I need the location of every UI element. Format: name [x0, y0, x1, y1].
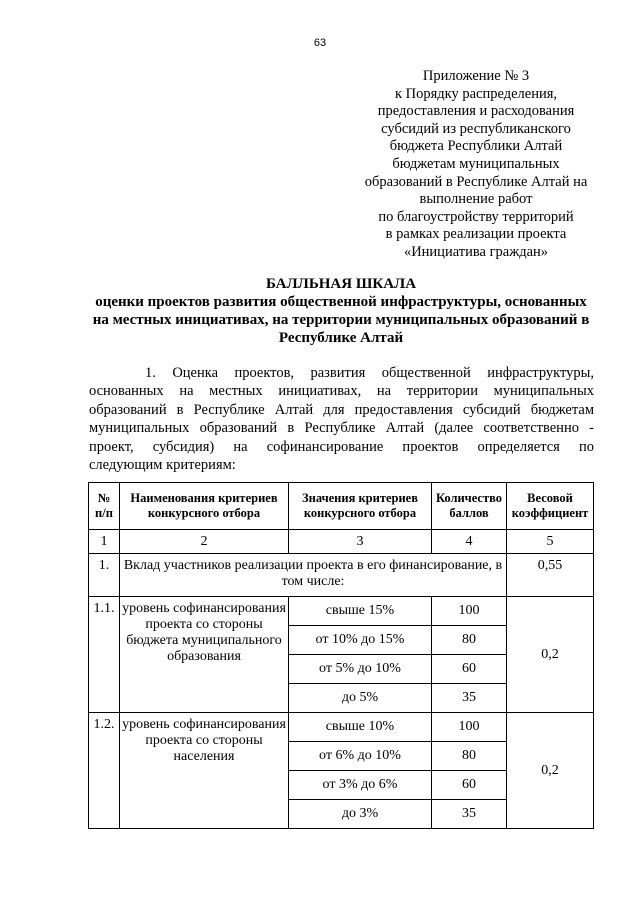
appendix-line: бюджетам муниципальных: [392, 155, 560, 172]
appendix-line: предоставления и расходования: [377, 103, 575, 120]
title-line: БАЛЛЬНАЯ ШКАЛА: [265, 276, 417, 292]
section-num: 1.: [89, 554, 120, 597]
criterion-points: 35: [432, 800, 507, 829]
title-line: на местных инициативах, на территории муниципальных образований в: [92, 312, 590, 328]
column-number: 3: [289, 530, 432, 554]
title-line: Республике Алтай: [278, 330, 404, 346]
criterion-points: 100: [432, 597, 507, 626]
column-number: 4: [432, 530, 507, 554]
criterion-num: 1.2.: [89, 713, 120, 829]
criterion-name: уровень софинансирования проекта со стороны бюджета муниципального образования: [120, 597, 289, 713]
criterion-value: от 6% до 10%: [289, 742, 432, 771]
appendix-line: Приложение № 3: [422, 68, 530, 84]
appendix-line: «Инициатива граждан»: [403, 243, 549, 260]
section-text: Вклад участников реализации проекта в его финансирование, в том числе:: [120, 554, 507, 597]
criterion-value: от 10% до 15%: [289, 626, 432, 655]
header-num: № п/п: [89, 483, 120, 530]
criterion-points: 100: [432, 713, 507, 742]
criterion-weight: 0,2: [507, 713, 594, 829]
paragraph-line: образований в Республике Алтай для предоставления субсидий бюджетам: [89, 401, 594, 418]
appendix-line: к Порядку распределения,: [394, 85, 558, 102]
criterion-value: свыше 15%: [289, 597, 432, 626]
appendix-line: в рамках реализации проекта: [385, 226, 567, 243]
paragraph-line: муниципальных образований в Республике Алтай (далее соответственно -: [89, 420, 594, 437]
table-row: [89, 713, 594, 742]
criterion-weight: 0,2: [507, 597, 594, 713]
page-number: 63: [313, 37, 327, 49]
document-title: [80, 275, 602, 347]
criterion-points: 80: [432, 742, 507, 771]
column-number: 1: [89, 530, 120, 554]
criterion-points: 60: [432, 655, 507, 684]
appendix-header: [350, 68, 602, 262]
criterion-value: до 5%: [289, 684, 432, 713]
header-name: Наименования критериев конкурсного отбора: [120, 483, 289, 530]
paragraph-line: основанных на местных инициативах, на территории муниципальных: [89, 383, 594, 400]
appendix-line: бюджета Республики Алтай: [389, 138, 563, 155]
criterion-value: свыше 10%: [289, 713, 432, 742]
header-points: Количество баллов: [432, 483, 507, 530]
intro-paragraph: [89, 364, 594, 474]
header-value: Значения критериев конкурсного отбора: [289, 483, 432, 530]
criterion-name: уровень софинансирования проекта со стороны населения: [120, 713, 289, 829]
appendix-line: образований в Республике Алтай на: [364, 173, 588, 190]
paragraph-line: 1. Оценка проектов, развития общественной инфраструктуры,: [145, 365, 594, 381]
criterion-points: 80: [432, 626, 507, 655]
table-numbering-row: [89, 530, 594, 554]
criterion-points: 35: [432, 684, 507, 713]
table-header-row: [89, 483, 594, 530]
title-line: оценки проектов развития общественной инфраструктуры, основанных: [95, 294, 587, 310]
section-weight: 0,55: [507, 554, 594, 597]
column-number: 5: [507, 530, 594, 554]
table-row: [89, 597, 594, 626]
criterion-value: от 5% до 10%: [289, 655, 432, 684]
paragraph-line: проект, субсидия) на софинансирование проектов определяется по: [89, 438, 594, 455]
paragraph-line: следующим критериям:: [89, 457, 236, 474]
table-row-section-1: [89, 554, 594, 597]
criterion-value: от 3% до 6%: [289, 771, 432, 800]
header-weight: Весовой коэффициент: [507, 483, 594, 530]
appendix-line: по благоустройству территорий: [378, 208, 574, 225]
column-number: 2: [120, 530, 289, 554]
appendix-line: выполнение работ: [419, 191, 533, 208]
appendix-line: субсидий из республиканского: [381, 120, 571, 137]
criterion-value: до 3%: [289, 800, 432, 829]
criterion-num: 1.1.: [89, 597, 120, 713]
criterion-points: 60: [432, 771, 507, 800]
criteria-table: [88, 482, 594, 829]
